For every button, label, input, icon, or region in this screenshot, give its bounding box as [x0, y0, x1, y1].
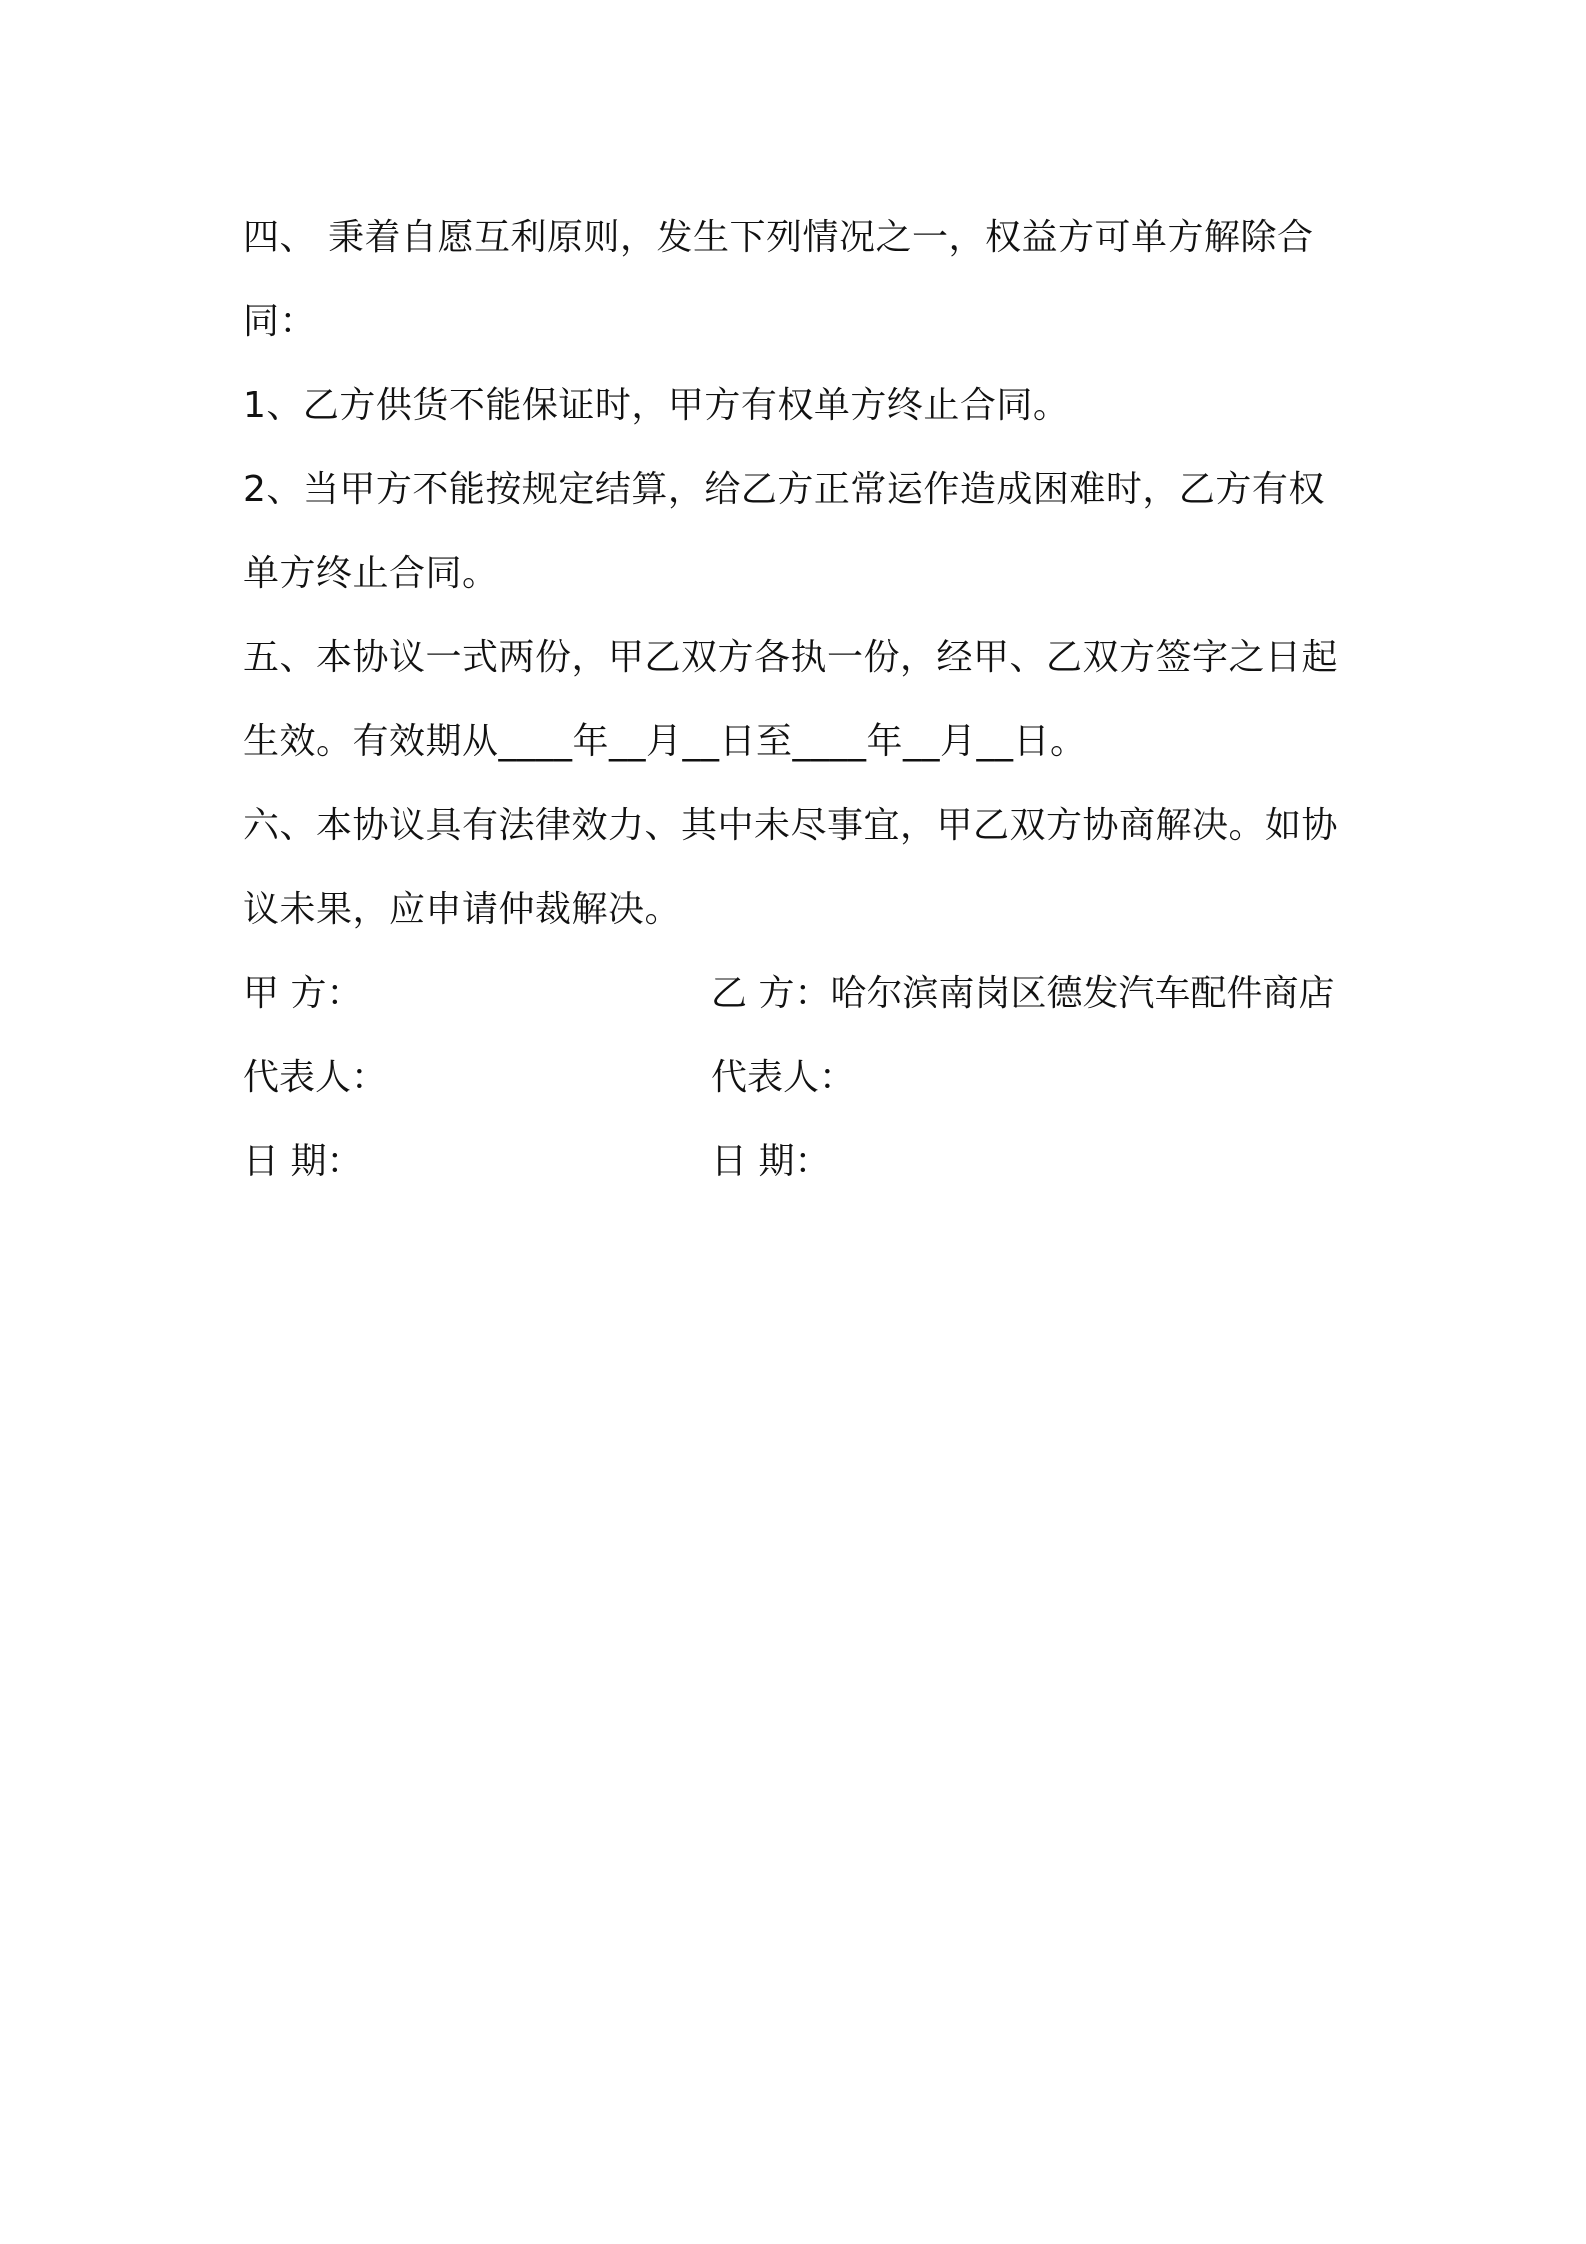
clause-5-line-2: 生效。有效期从____年__月__日至____年__月__日。: [243, 721, 1087, 762]
clause-6-line-2: 议未果，应申请仲裁解决。: [243, 889, 682, 930]
signature-party-row: [243, 952, 1363, 1036]
party-b-label: 乙 方：哈尔滨南岗区德发汽车配件商店: [711, 973, 1335, 1014]
party-a-label: 甲 方：: [243, 973, 363, 1014]
date-a-label: 日 期：: [243, 1141, 363, 1182]
clause-4-item-2-line-1: 2、当甲方不能按规定结算，给乙方正常运作造成困难时，乙方有权: [243, 469, 1325, 510]
clause-4-item-1: 1、乙方供货不能保证时，甲方有权单方终止合同。: [243, 385, 1070, 426]
representative-b-label: 代表人：: [711, 1057, 856, 1098]
representative-a-label: 代表人：: [243, 1057, 388, 1098]
date-b-label: 日 期：: [711, 1141, 831, 1182]
clause-5-line-1: 五、本协议一式两份，甲乙双方各执一份，经甲、乙双方签字之日起: [243, 637, 1339, 678]
clause-4-line-2: 同：: [243, 301, 317, 342]
document-body: [243, 196, 1363, 1204]
clause-4-line-1: 四、 秉着自愿互利原则，发生下列情况之一，权益方可单方解除合: [243, 217, 1314, 258]
signature-date-row: [243, 1120, 1363, 1204]
clause-6-line-1: 六、本协议具有法律效力、其中未尽事宜，甲乙双方协商解决。如协: [243, 805, 1339, 846]
clause-4-item-2-line-2: 单方终止合同。: [243, 553, 499, 594]
signature-representative-row: [243, 1036, 1363, 1120]
